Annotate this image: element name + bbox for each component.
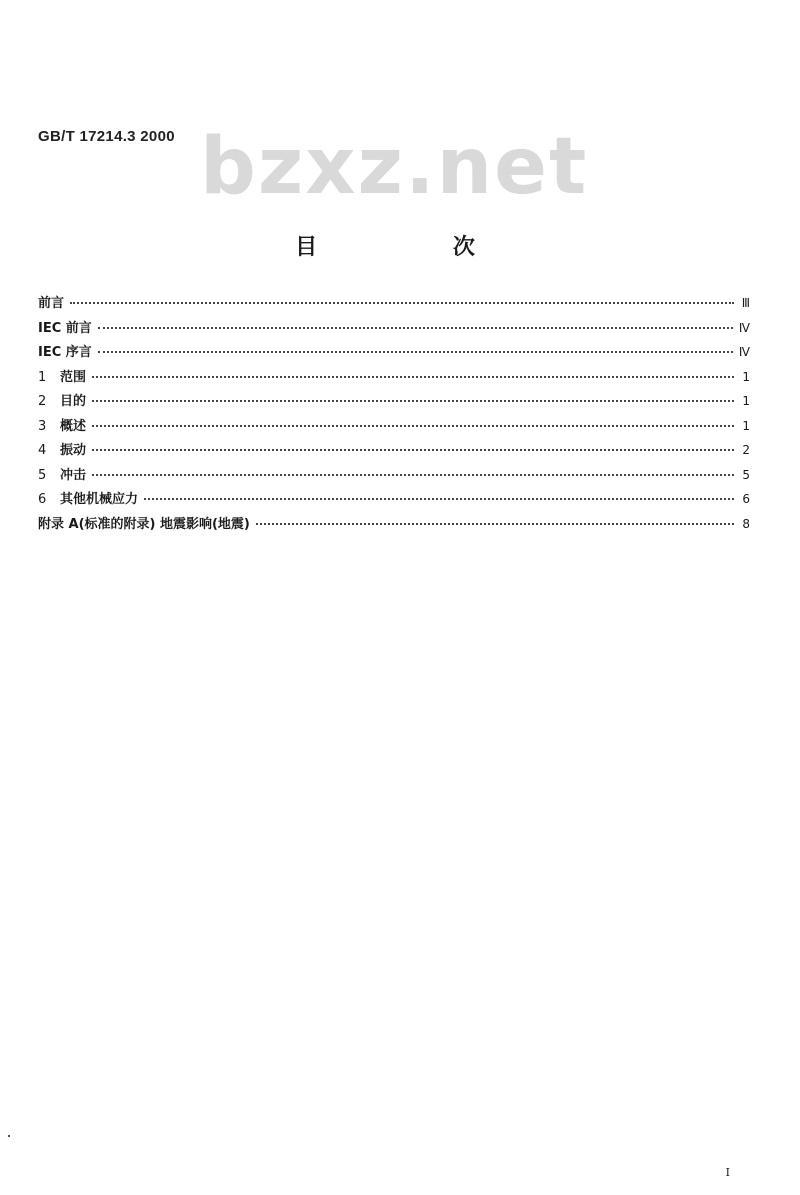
toc-leader-dots: [256, 523, 734, 525]
toc-entry-number: 4: [38, 443, 47, 458]
toc-entry-page: Ⅳ: [738, 345, 750, 359]
toc-leader-dots: [92, 425, 734, 427]
toc-entry-label: 概述: [60, 418, 87, 434]
page-number: I: [725, 1166, 730, 1179]
toc-entry-page: Ⅳ: [738, 320, 750, 335]
toc-entry-label: IEC 序言: [38, 345, 92, 360]
toc-entry-label: 振动: [60, 443, 87, 458]
toc-leader-dots: [92, 449, 734, 451]
toc-title: 目 次: [295, 235, 539, 260]
watermark: bzxz.net: [200, 122, 589, 212]
toc-leader-dots: [144, 498, 734, 500]
toc-leader-dots: [98, 351, 733, 353]
toc-entry-label: 冲击: [60, 467, 87, 483]
toc-entry-label: 范围: [60, 369, 87, 385]
toc-entry-page: 2: [742, 443, 750, 457]
toc-entry-page: 6: [742, 492, 750, 506]
toc-leader-dots: [92, 376, 734, 378]
toc-entry-vibration[interactable]: [38, 439, 750, 464]
toc-entry-number: 1: [38, 369, 47, 385]
toc-entry-preface[interactable]: [38, 292, 750, 317]
toc-entry-iec-foreword[interactable]: [38, 317, 750, 342]
toc-entry-label: 目的: [60, 394, 87, 409]
standard-number: GB/T 17214.3 2000: [38, 128, 175, 145]
toc-entry-page: 1: [742, 369, 750, 384]
toc-entry-number: 5: [38, 467, 47, 483]
toc-entry-number: 6: [38, 492, 47, 507]
toc-entry-label: IEC 前言: [38, 320, 92, 336]
toc-entry-shock[interactable]: [38, 464, 750, 489]
toc-leader-dots: [98, 327, 733, 329]
scan-speck: [8, 1135, 10, 1137]
toc-entry-label: 前言: [38, 296, 65, 311]
table-of-contents: [38, 292, 750, 537]
toc-leader-dots: [92, 400, 734, 402]
toc-leader-dots: [92, 474, 734, 476]
toc-entry-annex-a[interactable]: [38, 513, 750, 538]
toc-entry-other-mechanical-stress[interactable]: [38, 488, 750, 513]
toc-entry-object[interactable]: [38, 390, 750, 415]
toc-entry-scope[interactable]: [38, 366, 750, 391]
toc-entry-page: 1: [742, 418, 750, 433]
toc-leader-dots: [70, 302, 734, 304]
toc-entry-page: 5: [742, 467, 750, 482]
toc-entry-number: 3: [38, 418, 47, 434]
toc-entry-label: 附录 A(标准的附录) 地震影响(地震): [38, 516, 250, 532]
toc-entry-page: Ⅲ: [741, 296, 750, 310]
toc-entry-label: 其他机械应力: [60, 492, 139, 507]
toc-entry-iec-introduction[interactable]: [38, 341, 750, 366]
toc-entry-page: 1: [742, 394, 750, 408]
toc-entry-page: 8: [742, 516, 750, 531]
toc-entry-general[interactable]: [38, 415, 750, 440]
toc-entry-number: 2: [38, 394, 47, 409]
